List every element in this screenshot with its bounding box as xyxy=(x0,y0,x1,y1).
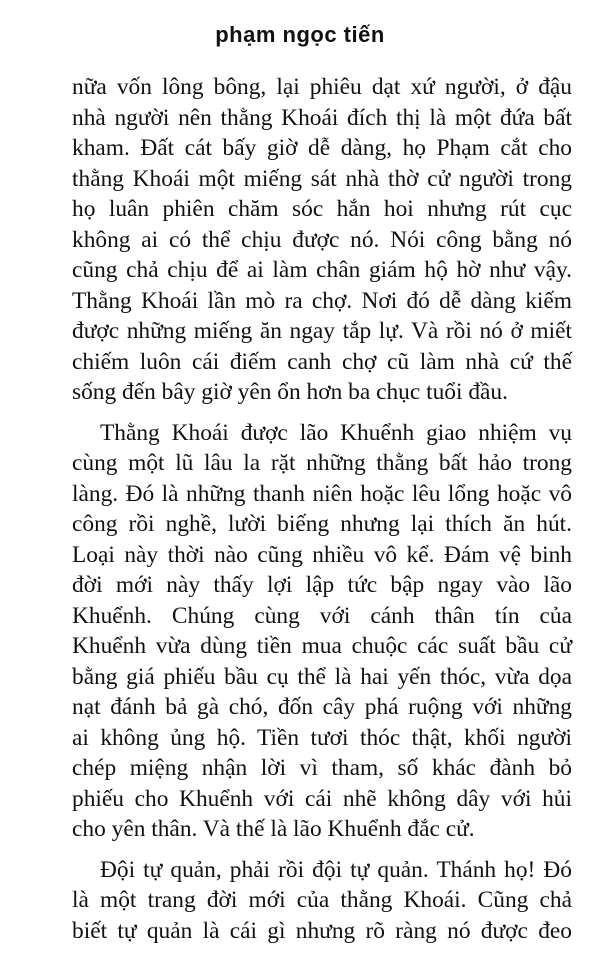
text-line: ai không ủng hộ. Tiền tươi thóc thật, khối người xyxy=(72,724,572,751)
text-line: công rồi nghề, lười biếng nhưng lại thích ăn hút. xyxy=(72,511,572,537)
text-line: cùng một lũ lâu la rặt những thằng bất hảo trong xyxy=(72,450,572,476)
paragraph-1 xyxy=(72,72,572,408)
text-line: Thằng Khoái lần mò ra chợ. Nơi đó dễ dàng kiếm xyxy=(72,287,572,314)
text-line: Khuểnh vừa dùng tiền mua chuộc các suất bầu cử xyxy=(72,633,572,659)
text-line: chép miệng nhận lời vì tham, số khác đành bỏ xyxy=(72,755,572,781)
text-line: nhà người nên thằng Khoái đích thị là một đứa bất xyxy=(72,104,572,131)
text-line: kham. Đất cát bấy giờ dễ dàng, họ Phạm cắt cho xyxy=(72,135,572,161)
text-line: bằng giá phiếu bầu cụ thể là hai yến thóc, vừa dọa xyxy=(72,663,572,690)
text-line: nữa vốn lông bông, lại phiêu dạt xứ người, ở đậu xyxy=(72,74,572,100)
text-line: Loại này thời nào cũng nhiều vô kể. Đám vệ binh xyxy=(72,541,572,568)
paragraph-2 xyxy=(72,418,572,845)
body-text xyxy=(72,72,572,956)
text-line: biết tự quản là cái gì nhưng rõ ràng nó được đeo xyxy=(72,917,572,944)
text-line: không ai có thể chịu được nó. Nói công bằng nó xyxy=(72,226,572,253)
text-line: đời mới này thấy lợi lập tức bập ngay vào lão xyxy=(72,572,572,598)
text-line: Khuểnh. Chúng cùng với cánh thân tín của xyxy=(72,602,572,629)
text-line: được những miếng ăn ngay tắp lự. Và rồi nó ở miết xyxy=(72,318,572,344)
text-line: chiếm luôn cái điếm canh chợ cũ làm nhà cứ thế xyxy=(72,348,572,375)
text-line: cũng chả chịu để ai làm chân giám hộ hờ như vậy. xyxy=(72,257,572,283)
text-line: sống đến bây giờ yên ổn hơn ba chục tuổi đầu. xyxy=(72,379,508,405)
running-header: phạm ngọc tiến xyxy=(215,22,385,47)
text-line: Thằng Khoái được lão Khuểnh giao nhiệm vụ xyxy=(100,419,572,446)
text-line: Đội tự quản, phải rồi đội tự quản. Thánh họ! Đó xyxy=(100,856,572,883)
text-line: làng. Đó là những thanh niên hoặc lêu lổng hoặc vô xyxy=(72,480,572,507)
text-line: thằng Khoái một miếng sát nhà thờ cử người trong xyxy=(72,165,572,192)
text-line: cho yên thân. Và thế là lão Khuểnh đắc cử. xyxy=(72,816,475,842)
text-line: họ luân phiên chăm sóc hắn hoi nhưng rút cục xyxy=(72,196,572,222)
paragraph-3 xyxy=(72,855,572,947)
text-line: là một trang đời mới của thằng Khoái. Cũng chả xyxy=(72,887,572,913)
text-line: nạt đánh bả gà chó, đốn cây phá ruộng với những xyxy=(72,694,572,720)
text-line: phiếu cho Khuểnh với cái nhẽ không dây với hủi xyxy=(72,785,572,812)
